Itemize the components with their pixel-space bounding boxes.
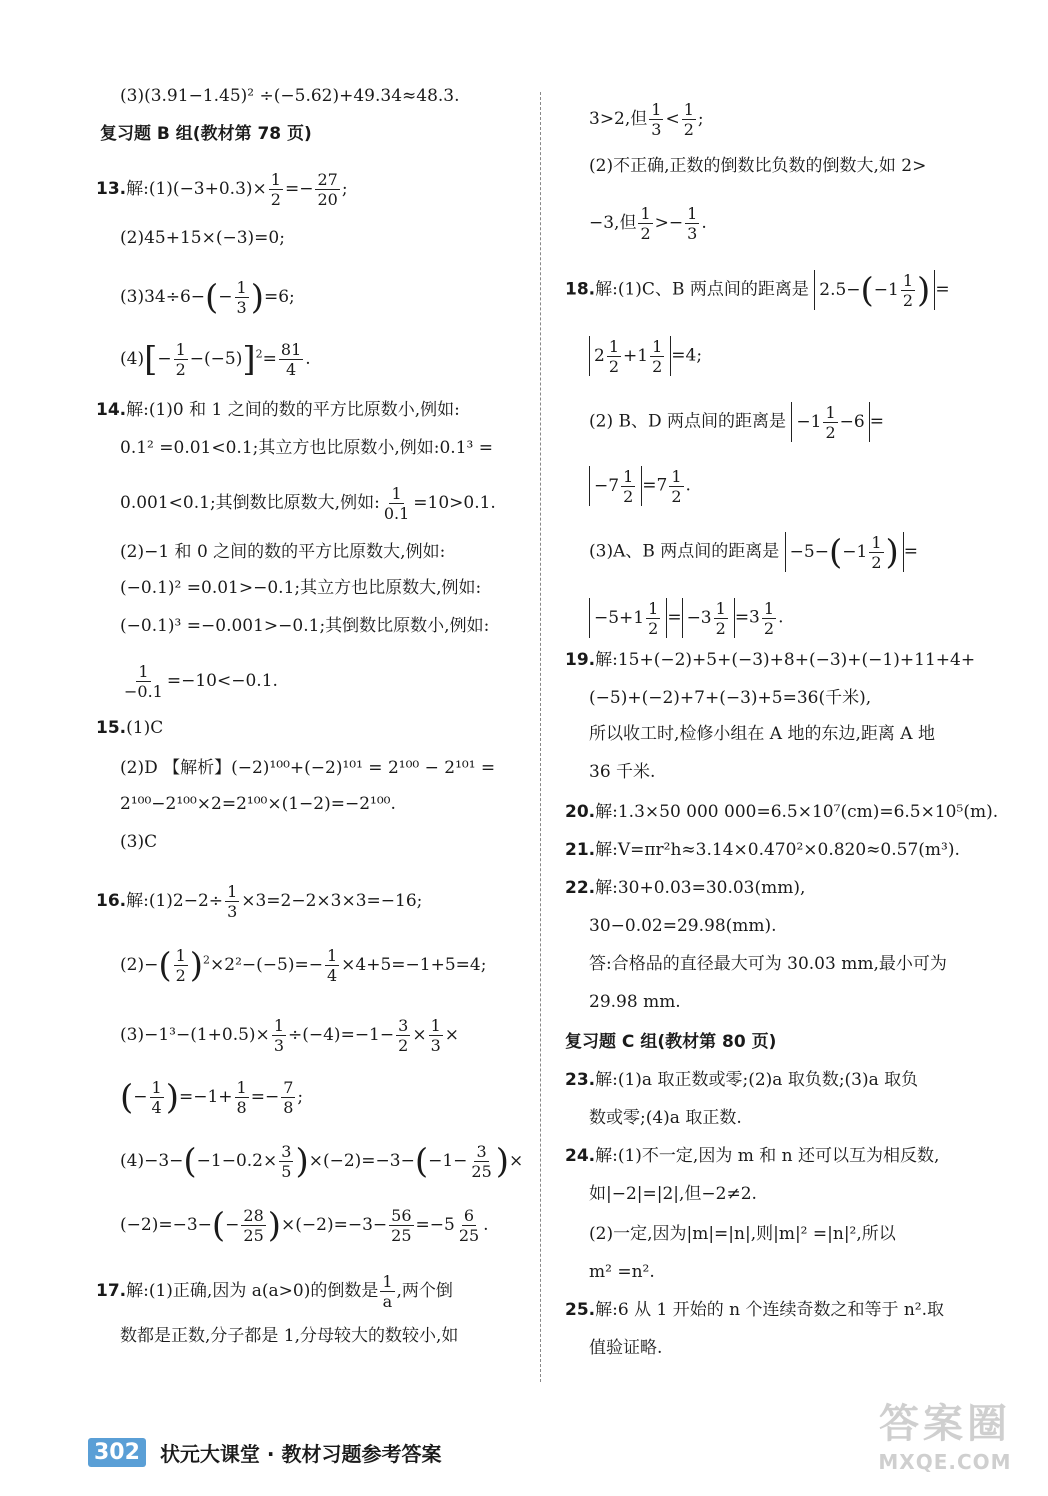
- question-25-line-2: 值验证略.: [589, 1338, 663, 1358]
- question-17-line-1: [96, 1272, 453, 1311]
- question-22-line-1: [565, 876, 805, 900]
- question-24-line-4: m² =n².: [589, 1262, 655, 1282]
- fraction: [396, 1016, 410, 1055]
- fraction: [235, 1078, 249, 1117]
- numerator: 3: [281, 1142, 292, 1161]
- question-number: 22.: [565, 878, 596, 898]
- text: 解:6 从 1 开始的 n 个连续奇数之和等于 n².取: [595, 1300, 945, 1320]
- fraction: [174, 340, 188, 379]
- question-14-line-5: (−0.1)² =0.01>−0.1;其立方也比原数大,例如:: [120, 578, 482, 598]
- question-18-line-4: −7 $\frac{1}{2}$ =7 $\frac{1}{2}$ .: [589, 466, 691, 506]
- denominator: 2: [640, 224, 651, 243]
- question-19-line-3: 所以收工时,检修小组在 A 地的东边,距离 A 地: [589, 724, 935, 744]
- numerator: 1: [648, 599, 659, 618]
- denominator: 2: [715, 619, 726, 638]
- numerator: 1: [651, 100, 662, 119]
- text: (3)34÷6−: [120, 287, 206, 307]
- text-line: (3)(3.91−1.45)² ÷(−5.62)+49.34≈48.3.: [120, 86, 460, 106]
- question-22-line-4: 29.98 mm.: [589, 992, 681, 1012]
- question-number: 16.: [96, 891, 127, 911]
- fraction: [235, 278, 249, 317]
- question-15-line-4: (3)C: [120, 832, 158, 852]
- fraction: [272, 1016, 286, 1055]
- fraction: [469, 1142, 493, 1181]
- section-heading-b: 复习题 B 组(教材第 78 页): [100, 124, 312, 144]
- paren: (: [120, 1077, 134, 1118]
- section-heading-c: 复习题 C 组(教材第 80 页): [565, 1032, 777, 1052]
- question-16-line-6: (−2)=−3−(− $\frac{28}{25}$ )×(−2)=−3− $\frac{56}{25}$ =−5 $\frac{6}{25}$ .: [120, 1205, 489, 1246]
- paren: ): [267, 1205, 282, 1246]
- text: −3,但: [589, 213, 637, 233]
- denominator: 2: [270, 190, 281, 209]
- text: =−5: [415, 1215, 455, 1235]
- fraction: [669, 467, 683, 506]
- denominator: 8: [283, 1098, 294, 1117]
- text: 3>2,但: [589, 109, 648, 129]
- fraction: [762, 599, 776, 638]
- denominator: 25: [391, 1226, 412, 1245]
- column-divider: [540, 92, 541, 1382]
- numerator: 3: [398, 1016, 409, 1035]
- denominator: −0.1: [124, 682, 163, 701]
- text: 解:1.3×50 000 000=6.5×10⁷(cm)=6.5×10⁵(m).: [595, 802, 999, 822]
- question-21: [565, 838, 960, 862]
- paren: ): [165, 1077, 179, 1118]
- question-15-line-2: (2)D 【解析】(−2)¹⁰⁰+(−2)¹⁰¹ = 2¹⁰⁰ − 2¹⁰¹ =: [120, 758, 496, 778]
- question-20: [565, 800, 998, 824]
- text: (1)C: [126, 718, 164, 738]
- denominator: 25: [471, 1162, 492, 1181]
- numerator: 28: [243, 1206, 264, 1225]
- denominator: 4: [285, 360, 297, 379]
- denominator: 8: [236, 1098, 247, 1117]
- denominator: 20: [317, 190, 338, 209]
- text: ×: [509, 1151, 524, 1171]
- numerator: 1: [608, 337, 620, 356]
- denominator: 2: [648, 619, 659, 638]
- numerator: 1: [763, 598, 775, 618]
- fraction: [621, 467, 635, 506]
- numerator: 6: [463, 1206, 475, 1225]
- numerator: 1: [227, 882, 238, 901]
- question-number: 25.: [565, 1300, 596, 1320]
- text: 解:(1)a 取正数或零;(2)a 取负数;(3)a 取负: [595, 1070, 919, 1090]
- question-18-line-2: [589, 336, 702, 376]
- question-17-line-2: 数都是正数,分子都是 1,分母较大的数较小,如: [120, 1326, 459, 1346]
- text: ×(−2)=−3−: [308, 1151, 415, 1171]
- question-14-line-2: 0.1² =0.01<0.1;其立方也比原数小,例如:0.1³ =: [120, 438, 493, 458]
- question-16-line-1: [96, 882, 422, 921]
- denominator: 4: [326, 966, 338, 985]
- text: =−10<−0.1.: [166, 671, 278, 691]
- paren: ): [189, 945, 204, 986]
- denominator: 2: [175, 360, 186, 379]
- absolute-value: [814, 270, 935, 310]
- text: 解:(1)0 和 1 之间的数的平方比原数小,例如:: [126, 400, 460, 420]
- paren: ): [295, 1141, 309, 1182]
- denominator: 2: [871, 553, 882, 572]
- question-number: 24.: [565, 1146, 596, 1166]
- question-17-line-3: 3>2,但 $\frac{1}{3}$ < $\frac{1}{2}$ ;: [589, 100, 704, 139]
- question-number: 14.: [96, 400, 127, 420]
- numerator: 1: [175, 340, 186, 359]
- question-number: 13.: [96, 179, 127, 199]
- question-13-line-4: (4)[− $\frac{1}{2}$ −(−5)]$^2$= $\frac{81}{4}$ .: [120, 339, 311, 380]
- fraction: [869, 533, 883, 572]
- fraction: [646, 599, 660, 638]
- numerator: 1: [151, 1078, 162, 1097]
- paren: ): [885, 532, 899, 573]
- numerator: 1: [871, 533, 882, 552]
- denominator: 3: [687, 224, 698, 243]
- denominator: 0.1: [383, 504, 410, 523]
- numerator: 1: [687, 204, 698, 223]
- fraction: [429, 1016, 443, 1055]
- numerator: 1: [825, 403, 836, 422]
- text: ,两个倒: [396, 1281, 453, 1301]
- page-number: 302: [88, 1438, 146, 1467]
- question-number: 21.: [565, 840, 596, 860]
- text: 2.5−: [819, 280, 861, 300]
- fraction: [389, 1206, 413, 1245]
- text: (4)−3−: [120, 1151, 184, 1171]
- numerator: 1: [382, 1272, 393, 1291]
- question-14-line-6: (−0.1)³ =−0.001>−0.1;其倒数比原数小,例如:: [120, 616, 490, 636]
- text: ;: [341, 179, 348, 199]
- fraction: [325, 946, 339, 985]
- text: 0.001<0.1;其倒数比原数大,例如:: [120, 493, 380, 513]
- text: 解:30+0.03=30.03(mm),: [595, 878, 806, 898]
- text: 解:(1)(−3+0.3)×: [126, 179, 267, 199]
- question-13-line-3: (3)34÷6−(− $\frac{1}{3}$ )=6;: [120, 277, 295, 318]
- question-17-line-5: −3,但 $\frac{1}{2}$ >− $\frac{1}{3}$ .: [589, 204, 707, 243]
- numerator: 3: [476, 1142, 487, 1161]
- text: 解:15+(−2)+5+(−3)+8+(−3)+(−1)+11+4+: [595, 650, 976, 670]
- numerator: 1: [236, 278, 247, 297]
- question-18-line-1: [565, 270, 950, 310]
- fraction: [269, 170, 283, 209]
- denominator: 5: [281, 1162, 292, 1181]
- numerator: 1: [640, 204, 651, 223]
- numerator: 1: [326, 946, 338, 965]
- text: (3)−1³−(1+0.5)×: [120, 1025, 270, 1045]
- text: (2)−: [120, 955, 159, 975]
- fraction: [279, 1142, 293, 1181]
- question-16-line-4: (− $\frac{1}{4}$ )=−1+ $\frac{1}{8}$ =− $\frac{7}{8}$ ;: [120, 1077, 304, 1118]
- text: −3: [686, 608, 712, 628]
- question-18-line-5: [589, 532, 918, 572]
- text: 解:(1)不一定,因为 m 和 n 还可以互为相反数,: [595, 1146, 940, 1166]
- numerator: 7: [283, 1078, 294, 1097]
- numerator: 1: [391, 484, 402, 503]
- text: =: [903, 541, 919, 562]
- fraction: [382, 484, 411, 523]
- paren: (: [183, 1141, 197, 1182]
- text: =−1+: [178, 1087, 233, 1107]
- numerator: 1: [902, 271, 914, 290]
- text: =: [935, 279, 950, 300]
- fraction: [649, 100, 663, 139]
- question-23-line-1: [565, 1068, 918, 1092]
- fraction: [281, 1078, 295, 1117]
- numerator: 1: [270, 170, 281, 189]
- paren: (: [860, 270, 874, 311]
- bracket: ]: [242, 339, 256, 380]
- absolute-value: [589, 336, 671, 376]
- text: −1: [873, 280, 899, 300]
- fraction: [682, 100, 696, 139]
- question-23-line-2: 数或零;(4)a 取正数.: [589, 1108, 742, 1128]
- text: =10>0.1.: [413, 493, 496, 513]
- question-19-line-1: [565, 648, 975, 672]
- text: =7: [642, 475, 668, 496]
- question-number: 18.: [565, 279, 596, 300]
- numerator: 27: [317, 170, 338, 189]
- question-13-line-1: [96, 170, 348, 209]
- question-22-line-2: 30−0.02=29.98(mm).: [589, 916, 777, 936]
- absolute-value: [589, 466, 642, 506]
- watermark-top-text: 答案圈: [879, 1401, 1011, 1447]
- text: −5−: [789, 542, 829, 562]
- denominator: 3: [651, 120, 662, 139]
- text: =6;: [264, 287, 295, 307]
- denominator: 3: [430, 1036, 441, 1055]
- text: =−: [250, 1087, 280, 1107]
- text: =: [869, 411, 884, 432]
- numerator: 56: [391, 1206, 412, 1225]
- paren: (: [414, 1141, 429, 1182]
- fraction: [225, 882, 239, 921]
- numerator: 1: [652, 337, 663, 356]
- text: −1: [796, 412, 822, 432]
- denominator: 2: [623, 487, 634, 506]
- text: 解:V=πr²h≈3.14×0.470²×0.820≈0.57(m³).: [595, 840, 960, 860]
- question-19-line-2: (−5)+(−2)+7+(−3)+5=36(千米),: [589, 688, 872, 708]
- question-24-line-3: (2)一定,因为|m|=|n|,则|m|² =|n|²,所以: [589, 1224, 896, 1244]
- fraction: [638, 204, 652, 243]
- fraction: [607, 337, 621, 376]
- question-15-line-3: 2¹⁰⁰−2¹⁰⁰×2=2¹⁰⁰×(1−2)=−2¹⁰⁰.: [120, 794, 396, 814]
- question-24-line-2: 如|−2|=|2|,但−2≠2.: [589, 1184, 757, 1204]
- numerator: 1: [715, 599, 726, 618]
- denominator: 2: [825, 423, 836, 442]
- fraction: [714, 599, 728, 638]
- text: 2: [594, 346, 605, 366]
- question-number: 15.: [96, 718, 127, 738]
- text: ;: [697, 109, 704, 129]
- text: −5+1: [594, 608, 645, 628]
- question-14-line-3: [120, 484, 496, 523]
- text: (4): [120, 349, 145, 369]
- fraction: [823, 403, 837, 442]
- denominator: 3: [273, 1036, 284, 1055]
- text: ×: [444, 1025, 459, 1045]
- question-13-line-2: (2)45+15×(−3)=0;: [120, 228, 285, 248]
- numerator: 1: [175, 946, 186, 965]
- fraction: [457, 1206, 481, 1245]
- numerator: 1: [273, 1016, 284, 1035]
- fraction: [122, 662, 165, 701]
- text: −: [157, 349, 172, 369]
- text: (2) B、D 两点间的距离是: [589, 411, 787, 432]
- question-16-line-2: (2)−( $\frac{1}{2}$ )$^2$×2²−(−5)=− $\frac{1}{4}$ ×4+5=−1+5=4;: [120, 945, 487, 986]
- question-15-line-1: [96, 716, 163, 740]
- denominator: 2: [671, 486, 682, 506]
- fraction: [241, 1206, 265, 1245]
- numerator: 1: [138, 662, 149, 681]
- denominator: 2: [175, 966, 186, 985]
- denominator: 25: [243, 1226, 264, 1245]
- text: 解:(1)正确,因为 a(a>0)的倒数是: [126, 1281, 379, 1301]
- numerator: 81: [280, 340, 302, 359]
- numerator: 1: [683, 100, 694, 119]
- text: =4;: [671, 345, 703, 366]
- numerator: 1: [430, 1016, 441, 1035]
- denominator: 2: [652, 357, 663, 376]
- bracket: [: [144, 339, 158, 380]
- watermark-logo: [860, 1398, 1030, 1486]
- question-number: 17.: [96, 1281, 127, 1301]
- question-16-line-3: (3)−1³−(1+0.5)× $\frac{1}{3}$ ÷(−4)=−1− $\frac{3}{2}$ × $\frac{1}{3}$ ×: [120, 1016, 459, 1055]
- paren: ): [495, 1141, 510, 1182]
- question-18-line-6: −5+1 $\frac{1}{2}$ = −3 $\frac{1}{2}$ =3 $\frac{1}{2}$ .: [589, 598, 783, 638]
- fraction: [901, 271, 915, 310]
- numerator: 1: [671, 466, 682, 486]
- paren: ): [917, 270, 931, 311]
- denominator: 4: [151, 1098, 162, 1117]
- text: −6: [839, 412, 865, 432]
- paren: (: [158, 945, 172, 986]
- text: .: [701, 213, 707, 233]
- denominator: 2: [763, 618, 775, 638]
- text: =: [262, 349, 277, 369]
- numerator: 1: [236, 1078, 247, 1097]
- text: ×4+5=−1+5=4;: [341, 955, 487, 975]
- watermark-bottom-text: MXQE.COM: [878, 1450, 1012, 1474]
- question-24-line-1: [565, 1144, 939, 1168]
- text: (3)A、B 两点间的距离是: [589, 541, 780, 562]
- absolute-value: [589, 598, 667, 638]
- question-25-line-1: [565, 1298, 944, 1322]
- numerator: 1: [623, 467, 634, 486]
- absolute-value: [785, 532, 904, 572]
- footer-title: 状元大课堂 · 教材习题参考答案: [159, 1441, 442, 1466]
- denominator: 3: [227, 902, 238, 921]
- question-number: 20.: [565, 802, 596, 822]
- denominator: 2: [683, 120, 694, 139]
- text: −1: [842, 542, 868, 562]
- fraction: [315, 170, 339, 209]
- text: ×3=2−2×3×3=−16;: [241, 891, 423, 911]
- question-number: 23.: [565, 1070, 596, 1090]
- question-16-line-5: (4)−3−(−1−0.2× $\frac{3}{5}$ )×(−2)=−3−(−1− $\frac{3}{25}$ )×: [120, 1141, 524, 1182]
- fraction: [150, 1078, 164, 1117]
- paren: (: [828, 532, 843, 573]
- question-14-line-4: (2)−1 和 0 之间的数的平方比原数大,例如:: [120, 542, 446, 562]
- question-19-line-4: 36 千米.: [589, 762, 656, 782]
- text: =3: [734, 607, 760, 628]
- text: −(−5): [189, 349, 243, 369]
- text: ÷(−4)=−1−: [288, 1025, 395, 1045]
- paren: (: [205, 277, 219, 318]
- denominator: 2: [608, 357, 620, 376]
- text: ×(−2)=−3−: [281, 1215, 388, 1235]
- fraction: [279, 340, 303, 379]
- text: ×2²−(−5)=−: [210, 955, 323, 975]
- question-number: 19.: [565, 650, 596, 670]
- denominator: a: [382, 1292, 393, 1311]
- denominator: 25: [458, 1226, 480, 1245]
- paren: (: [211, 1205, 226, 1246]
- question-14-line-7: [120, 662, 278, 701]
- absolute-value: [682, 598, 735, 638]
- text: 解:(1)2−2÷: [126, 891, 224, 911]
- denominator: 3: [236, 298, 247, 317]
- page-footer: [88, 1432, 441, 1472]
- fraction: [650, 337, 664, 376]
- text: +1: [623, 346, 649, 366]
- absolute-value: [791, 402, 869, 442]
- text: 解:(1)C、B 两点间的距离是: [595, 279, 809, 300]
- fraction: [380, 1272, 394, 1311]
- question-22-line-3: 答:合格品的直径最大可为 30.03 mm,最小可为: [589, 954, 947, 974]
- question-14-line-1: [96, 398, 460, 422]
- denominator: 2: [902, 291, 914, 310]
- question-18-line-3: [589, 402, 884, 442]
- paren: ): [250, 277, 264, 318]
- fraction: [685, 204, 699, 243]
- text: −7: [594, 476, 620, 496]
- denominator: 2: [398, 1036, 409, 1055]
- text: =−: [284, 179, 314, 199]
- fraction: [174, 946, 188, 985]
- text: (−2)=−3−: [120, 1215, 212, 1235]
- question-17-line-4: (2)不正确,正数的倒数比负数的倒数大,如 2>: [589, 156, 927, 176]
